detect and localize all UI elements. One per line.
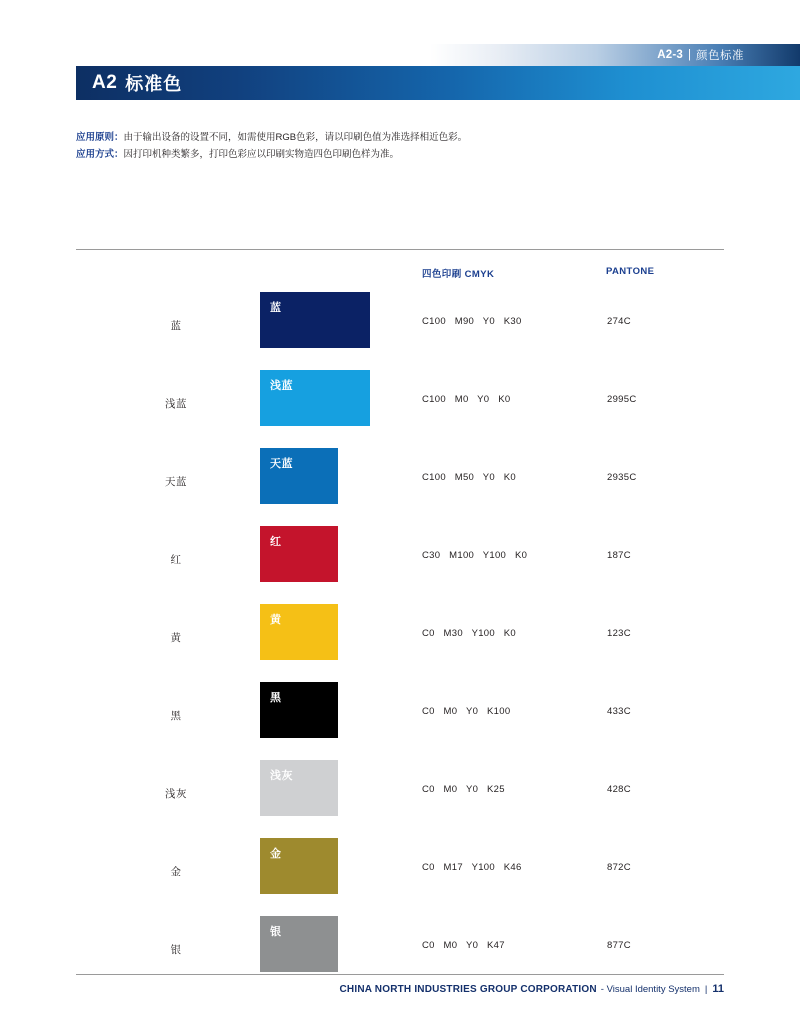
table-bottom-divider bbox=[76, 974, 724, 975]
swatch-label: 黄 bbox=[270, 614, 282, 626]
swatch-label: 天蓝 bbox=[270, 458, 293, 470]
color-swatch bbox=[260, 838, 338, 894]
cmyk-value: C0 M30 Y100 K0 bbox=[422, 628, 517, 639]
swatch-label: 红 bbox=[270, 536, 282, 548]
pantone-value: 877C bbox=[607, 940, 631, 951]
table-row bbox=[76, 682, 724, 760]
cmyk-value: C0 M0 Y0 K25 bbox=[422, 784, 505, 795]
swatch-label: 浅蓝 bbox=[270, 380, 293, 392]
cmyk-value: C0 M17 Y100 K46 bbox=[422, 862, 522, 873]
color-name: 黄 bbox=[170, 632, 182, 644]
cmyk-value: C100 M50 Y0 K0 bbox=[422, 472, 517, 483]
color-swatch bbox=[260, 916, 338, 972]
page-header-bar bbox=[430, 44, 800, 66]
pantone-value: 433C bbox=[607, 706, 631, 717]
color-name: 天蓝 bbox=[165, 476, 187, 488]
table-row bbox=[76, 760, 724, 838]
color-name: 蓝 bbox=[170, 320, 182, 332]
intro-notes bbox=[76, 129, 716, 163]
footer-subtitle: - Visual Identity System bbox=[600, 983, 700, 995]
cmyk-value: C30 M100 Y100 K0 bbox=[422, 550, 528, 561]
color-swatch bbox=[260, 370, 370, 426]
footer-company: CHINA NORTH INDUSTRIES GROUP CORPORATION bbox=[339, 983, 597, 995]
swatch-label: 浅灰 bbox=[270, 770, 293, 782]
swatch-label: 黑 bbox=[270, 692, 282, 704]
pantone-value: 274C bbox=[607, 316, 631, 327]
cmyk-value: C100 M0 Y0 K0 bbox=[422, 394, 511, 405]
cmyk-value: C0 M0 Y0 K100 bbox=[422, 706, 511, 717]
page-title: 标准色 bbox=[125, 74, 183, 94]
color-name: 红 bbox=[170, 554, 182, 566]
pantone-value: 2995C bbox=[607, 394, 637, 405]
column-header-pantone: PANTONE bbox=[606, 266, 655, 277]
note-text: 由于输出设备的设置不同，如需使用RGB色彩，请以印刷色值为准选择相近色彩。 bbox=[123, 132, 468, 143]
table-row bbox=[76, 838, 724, 916]
color-name: 浅灰 bbox=[165, 788, 187, 800]
swatch-label: 金 bbox=[270, 848, 282, 860]
table-row bbox=[76, 292, 724, 370]
pantone-value: 428C bbox=[607, 784, 631, 795]
header-section-title: 颜色标准 bbox=[696, 50, 744, 62]
note-line bbox=[76, 129, 716, 146]
header-section-code: A2-3 bbox=[657, 49, 683, 61]
color-name: 金 bbox=[170, 866, 182, 878]
color-swatch bbox=[260, 604, 338, 660]
section-title-band bbox=[76, 66, 800, 100]
page-footer bbox=[76, 980, 724, 998]
cmyk-value: C0 M0 Y0 K47 bbox=[422, 940, 505, 951]
color-name: 浅蓝 bbox=[165, 398, 187, 410]
note-line bbox=[76, 146, 716, 163]
table-column-headers bbox=[76, 266, 724, 280]
note-label: 应用原则： bbox=[76, 132, 124, 143]
pantone-value: 2935C bbox=[607, 472, 637, 483]
color-name: 黑 bbox=[170, 710, 182, 722]
color-table bbox=[76, 292, 724, 994]
swatch-label: 银 bbox=[270, 926, 282, 938]
note-text: 因打印机种类繁多，打印色彩应以印刷实物造四色印刷色样为准。 bbox=[123, 149, 400, 160]
pantone-value: 123C bbox=[607, 628, 631, 639]
color-name: 银 bbox=[170, 944, 182, 956]
table-row bbox=[76, 526, 724, 604]
footer-page-number: 11 bbox=[712, 983, 724, 995]
color-swatch bbox=[260, 760, 338, 816]
color-swatch bbox=[260, 526, 338, 582]
table-top-divider bbox=[76, 249, 724, 250]
pantone-value: 187C bbox=[607, 550, 631, 561]
swatch-label: 蓝 bbox=[270, 302, 282, 314]
pantone-value: 872C bbox=[607, 862, 631, 873]
note-label: 应用方式： bbox=[76, 149, 124, 160]
header-separator: | bbox=[688, 49, 691, 61]
color-swatch bbox=[260, 292, 370, 348]
table-row bbox=[76, 370, 724, 448]
color-swatch bbox=[260, 448, 338, 504]
color-swatch bbox=[260, 682, 338, 738]
section-code: A2 bbox=[92, 72, 118, 93]
table-row bbox=[76, 448, 724, 526]
table-row bbox=[76, 604, 724, 682]
column-header-cmyk: 四色印刷 CMYK bbox=[422, 269, 495, 280]
cmyk-value: C100 M90 Y0 K30 bbox=[422, 316, 522, 327]
footer-separator: | bbox=[704, 983, 708, 995]
